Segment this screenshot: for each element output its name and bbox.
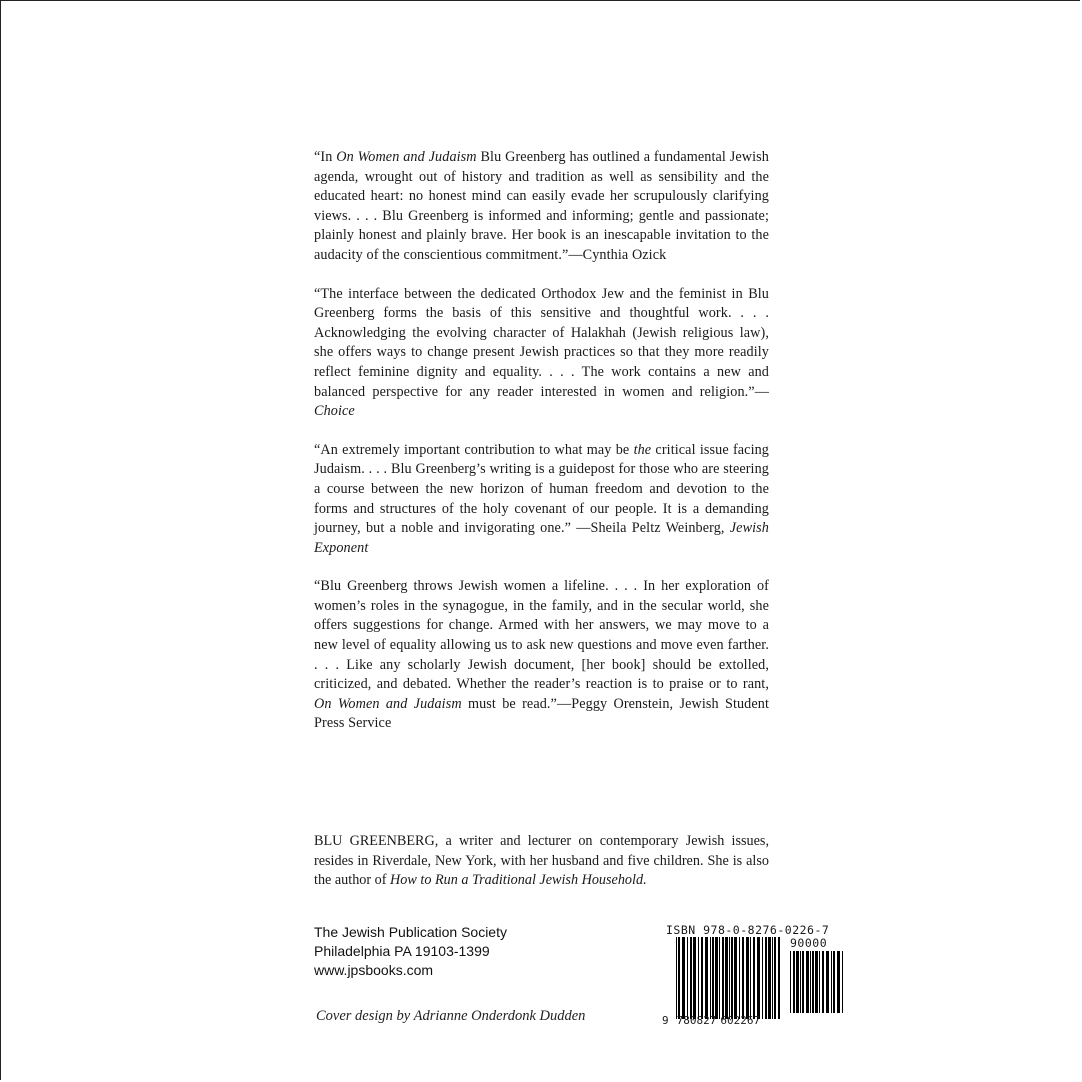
- barcode-bar: [768, 937, 771, 1019]
- barcode-bar: [833, 951, 835, 1013]
- barcode-bar: [731, 937, 733, 1019]
- barcode-bar: [822, 951, 824, 1013]
- barcode-bar: [812, 951, 814, 1013]
- barcode-bar: [810, 951, 811, 1013]
- barcode-bar: [746, 937, 749, 1019]
- italic-text-run: Choice: [314, 403, 355, 420]
- italic-text-run: How to Run a Traditional Jewish Household.: [390, 872, 647, 889]
- barcode-bar: [757, 937, 760, 1019]
- italic-text-run: On Women and Judaism: [336, 149, 477, 165]
- text-run: Blu Greenberg has outlined a fundamental Jewish agenda, wrought out of history and tradition as well as sensibility and the educated heart: no honest mind can easily evade her scrupulously clarifying views. . . . Blu Greenberg is informed and informing; gentle and passionate; plainly honest and plainly brave. Her book is an inescapable invitation to the audacity of the conscientious commitment.”—Cynthia Ozick: [314, 149, 770, 263]
- barcode-bar: [682, 937, 685, 1019]
- barcode-bar: [796, 951, 799, 1013]
- barcode-bar: [676, 937, 677, 1019]
- barcode-bar: [765, 937, 767, 1019]
- text-run: “In: [314, 149, 337, 165]
- cover-design-credit: Cover design by Adrianne Onderdonk Dudden: [316, 1008, 586, 1024]
- barcode-bar: [712, 937, 714, 1019]
- barcode-bar: [734, 937, 737, 1019]
- barcode-bar: [774, 937, 776, 1019]
- barcode-bar: [693, 937, 696, 1019]
- barcode-bar: [722, 937, 724, 1019]
- barcode-bar: [719, 937, 720, 1019]
- barcode-bar: [842, 951, 843, 1013]
- blurbs-column: [314, 148, 769, 753]
- barcode-bar: [678, 937, 680, 1019]
- isbn-label: ISBN 978-0-8276-0226-7: [666, 923, 830, 937]
- publisher-address: Philadelphia PA 19103-1399: [314, 943, 490, 959]
- text-run: critical issue facing Judaism. . . . Blu Greenberg’s writing is a guidepost for those who are steering a course between the new horizon of human freedom and devotion to the forms and structures of the holy covenant of our people. It is a demanding journey, but a noble and invigorating one.” —Sheila Peltz Weinberg,: [314, 441, 770, 537]
- text-run: must be read.”—Peggy Orenstein, Jewish Student Press Service: [314, 695, 770, 732]
- blurb-weinberg: [314, 441, 769, 559]
- italic-text-run: On Women and Judaism: [314, 695, 462, 712]
- barcode-bar: [831, 951, 832, 1013]
- barcode-bar: [687, 937, 688, 1019]
- publisher-info: [314, 923, 507, 980]
- barcode-bar: [800, 951, 801, 1013]
- text-run: BLU GREENBERG, a writer and lecturer on contemporary Jewish issues, resides in Riverdale, New York, with her husband and five children. She is also the author of: [314, 833, 769, 889]
- ean-first-digit: 9: [662, 1014, 669, 1027]
- italic-text-run: Jewish Exponent: [314, 520, 769, 556]
- barcode-bar: [739, 937, 740, 1019]
- isbn-barcode: [662, 923, 844, 1033]
- text-run: “An extremely important contribution to what may be: [314, 441, 634, 458]
- blurb-ozick: [314, 148, 769, 266]
- barcode-bar: [778, 937, 780, 1019]
- barcode-bar: [802, 951, 804, 1013]
- publisher-name: The Jewish Publication Society: [314, 924, 507, 940]
- publisher-url: www.jpsbooks.com: [314, 962, 434, 978]
- barcode-bar: [753, 937, 755, 1019]
- barcode-bar: [710, 937, 711, 1019]
- barcode-bar: [705, 937, 708, 1019]
- barcode-bar: [790, 951, 791, 1013]
- barcode-bar: [762, 937, 763, 1019]
- barcode-bar: [729, 937, 730, 1019]
- barcode-bar: [715, 937, 718, 1019]
- barcode-bar: [750, 937, 751, 1019]
- barcode-bar: [698, 937, 699, 1019]
- text-run: “The interface between the dedicated Orthodox Jew and the feminist in Blu Greenberg forms the basis of this sensitive and thoughtful work. . . . Acknowledging the evolving character of Halakhah (Jewish religious law), she offers ways to change present Jewish practices so that they more readily reflect feminine dignity and equality. . . . The work contains a new and balanced perspective for any reader interested in women and religion.”—: [314, 285, 769, 400]
- barcode-bar: [725, 937, 728, 1019]
- barcode-bar: [742, 937, 744, 1019]
- ean-right-digits: 602267: [720, 1014, 761, 1027]
- barcode-bar: [837, 951, 840, 1013]
- author-bio: [314, 832, 769, 891]
- italic-text-run: the: [633, 441, 652, 458]
- barcode-bar: [690, 937, 692, 1019]
- barcode-bar: [806, 951, 809, 1013]
- blurb-choice: [314, 285, 769, 422]
- barcode-bar: [815, 951, 818, 1013]
- ean-left-digits: 780827: [676, 1014, 717, 1027]
- barcode-bar: [772, 937, 773, 1019]
- barcode-bar: [701, 937, 703, 1019]
- blurb-orenstein: [314, 577, 769, 734]
- ean-digits: [662, 1014, 760, 1027]
- barcode-bar: [793, 951, 795, 1013]
- price-addon-label: 90000: [790, 936, 828, 950]
- text-run: “Blu Greenberg throws Jewish women a lifeline. . . . In her exploration of women’s roles in the synagogue, in the family, and in the secular world, she offers suggestions for change. Armed with her answers, we may move to a new level of equality allowing us to ask new questions and move even farther. . . . Like any scholarly Jewish document, [her book] should be extolled, criticized, and debated. Whether the reader’s reaction is to praise or to rant,: [314, 578, 769, 693]
- barcode-bar: [819, 951, 820, 1013]
- barcode-bar: [826, 951, 829, 1013]
